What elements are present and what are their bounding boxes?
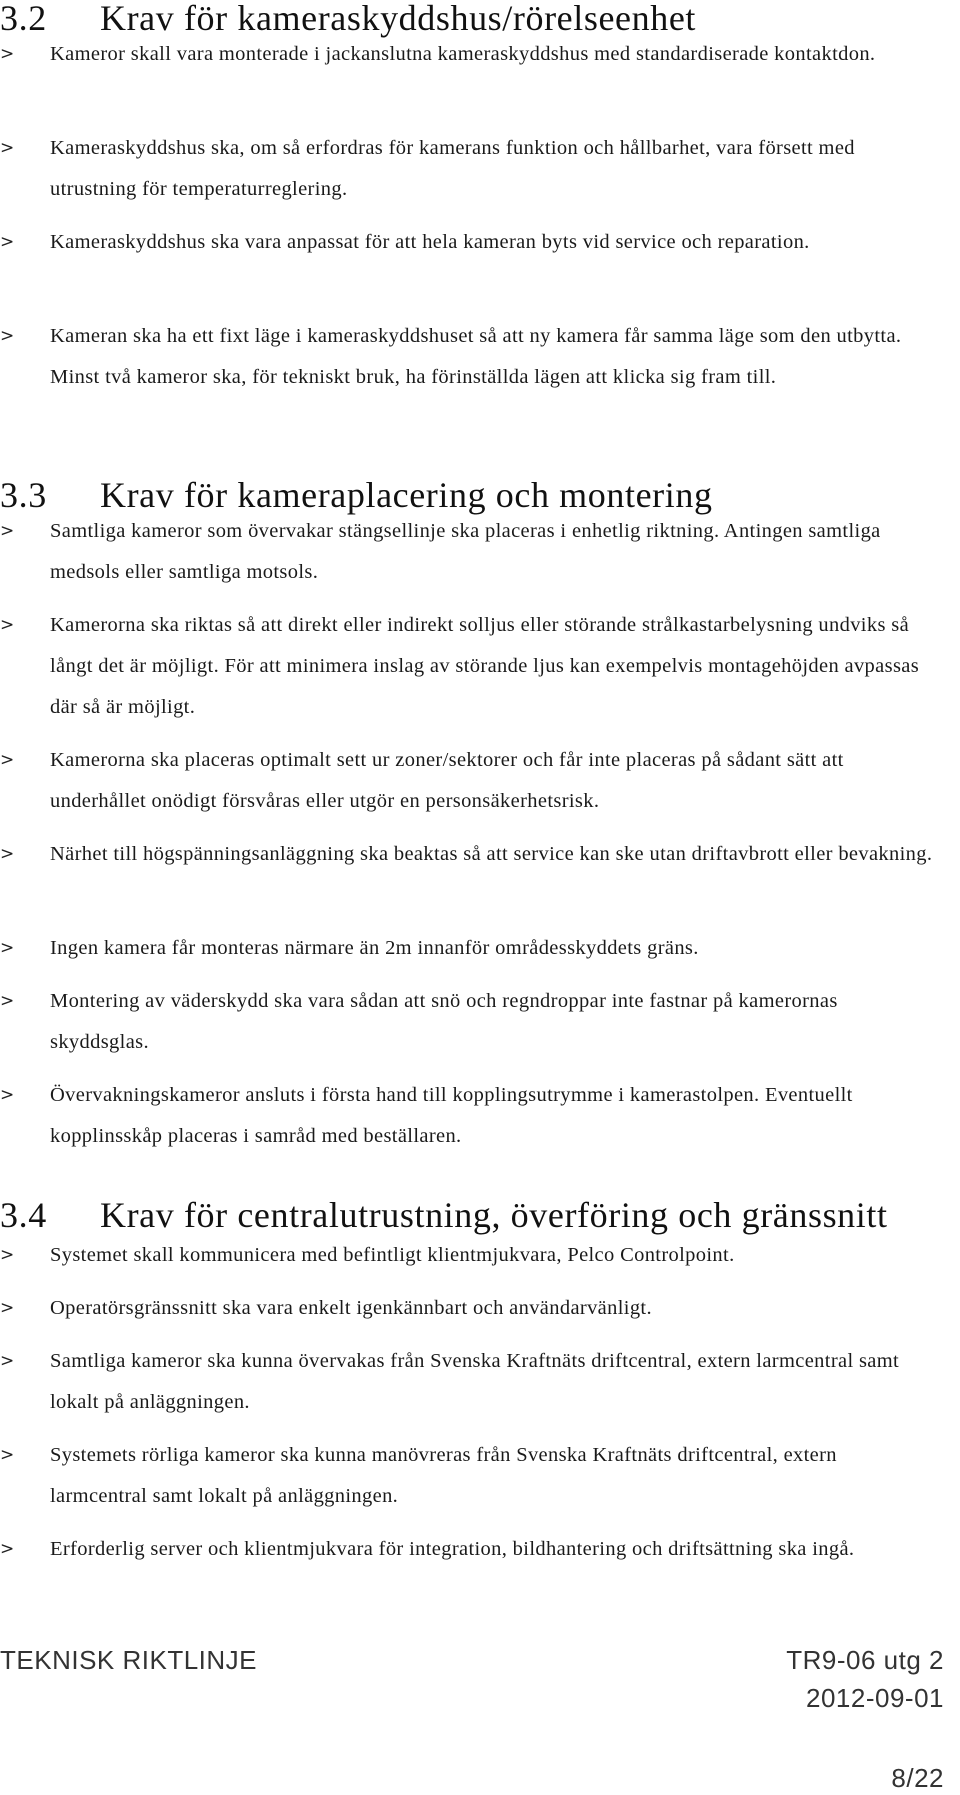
footer-doc-id: TR9-06 utg 2	[786, 1645, 944, 1675]
bullet-marker: >	[0, 138, 15, 158]
list-item-text: Samtliga kameror som övervakar stängsellinje ska placeras i enhetlig riktning. Antingen samtliga medsols eller samtliga motsols.	[50, 520, 881, 583]
list-item-text: Kamerorna ska placeras optimalt sett ur zoner/sektorer och får inte placeras på sådant sätt att underhållet onödigt försvåras eller utgör en personsäkerhetsrisk.	[50, 749, 844, 812]
list-item-text: Ingen kamera får monteras närmare än 2m innanför områdesskyddets gräns.	[50, 937, 699, 959]
list-item-text: Operatörsgränssnitt ska vara enkelt igenkännbart och användarvänligt.	[50, 1297, 652, 1319]
footer-doc-type: TEKNISK RIKTLINJE	[0, 1645, 257, 1675]
bullet-marker: >	[0, 615, 15, 635]
page-number: 8/22	[891, 1763, 944, 1793]
bullet-marker: >	[0, 232, 15, 252]
list-item-text: Kameraskyddshus ska, om så erfordras för kamerans funktion och hållbarhet, vara försett med utrustning för temperaturreglering.	[50, 137, 855, 200]
section-title: Krav för centralutrustning, överföring och gränssnitt	[100, 1195, 888, 1235]
bullet-marker: >	[0, 44, 15, 64]
bullet-marker: >	[0, 521, 15, 541]
bullet-marker: >	[0, 844, 15, 864]
list-item-text: Kameran ska ha ett fixt läge i kameraskyddshuset så att ny kamera får samma läge som den utbytta. Minst två kameror ska, för tekniskt bruk, ha förinställda lägen att klicka sig fram till.	[50, 325, 902, 388]
bullet-marker: >	[0, 938, 15, 958]
section-heading	[0, 0, 696, 38]
list-item-text: Kamerorna ska riktas så att direkt eller indirekt solljus eller störande strålkastarbelysning undviks så långt det är möjligt. För att minimera inslag av störande ljus kan exempelvis montagehöjden avpassas där så är möjligt.	[50, 614, 920, 718]
section-heading	[0, 1195, 888, 1235]
list-item-text: Systemets rörliga kameror ska kunna manövreras från Svenska Kraftnäts driftcentral, extern larmcentral samt lokalt på anläggningen.	[50, 1444, 837, 1507]
section-number: 3.4	[0, 1195, 47, 1235]
list-item-text: Kameror skall vara monterade i jackanslutna kameraskyddshus med standardiserade kontaktdon.	[50, 43, 876, 65]
bullet-marker: >	[0, 1245, 15, 1265]
bullet-marker: >	[0, 326, 15, 346]
list-item-text: Närhet till högspänningsanläggning ska beaktas så att service kan ske utan driftavbrott eller bevakning.	[50, 843, 933, 865]
bullet-marker: >	[0, 1298, 15, 1318]
section-number: 3.2	[0, 0, 47, 38]
section-title: Krav för kameraplacering och montering	[100, 475, 713, 515]
bullet-marker: >	[0, 1445, 15, 1465]
section-title: Krav för kameraskyddshus/rörelseenhet	[100, 0, 697, 38]
section-number: 3.3	[0, 475, 47, 515]
bullet-marker: >	[0, 750, 15, 770]
list-item-text: Samtliga kameror ska kunna övervakas från Svenska Kraftnäts driftcentral, extern larmcentral samt lokalt på anläggningen.	[50, 1350, 900, 1413]
footer-date: 2012-09-01	[806, 1683, 944, 1713]
list-item-text: Montering av väderskydd ska vara sådan att snö och regndroppar inte fastnar på kamerornas skyddsglas.	[50, 990, 838, 1053]
list-item-text: Övervakningskameror ansluts i första hand till kopplingsutrymme i kamerastolpen. Eventuellt kopplinsskåp placeras i samråd med beställaren.	[50, 1084, 853, 1147]
bullet-marker: >	[0, 991, 15, 1011]
bullet-marker: >	[0, 1085, 15, 1105]
section-heading	[0, 475, 713, 515]
list-item-text: Systemet skall kommunicera med befintligt klientmjukvara, Pelco Controlpoint.	[50, 1244, 735, 1266]
bullet-marker: >	[0, 1351, 15, 1371]
bullet-marker: >	[0, 1539, 15, 1559]
list-item-text: Erforderlig server och klientmjukvara för integration, bildhantering och driftsättning ska ingå.	[50, 1538, 855, 1560]
list-item-text: Kameraskyddshus ska vara anpassat för att hela kameran byts vid service och reparation.	[50, 231, 810, 253]
